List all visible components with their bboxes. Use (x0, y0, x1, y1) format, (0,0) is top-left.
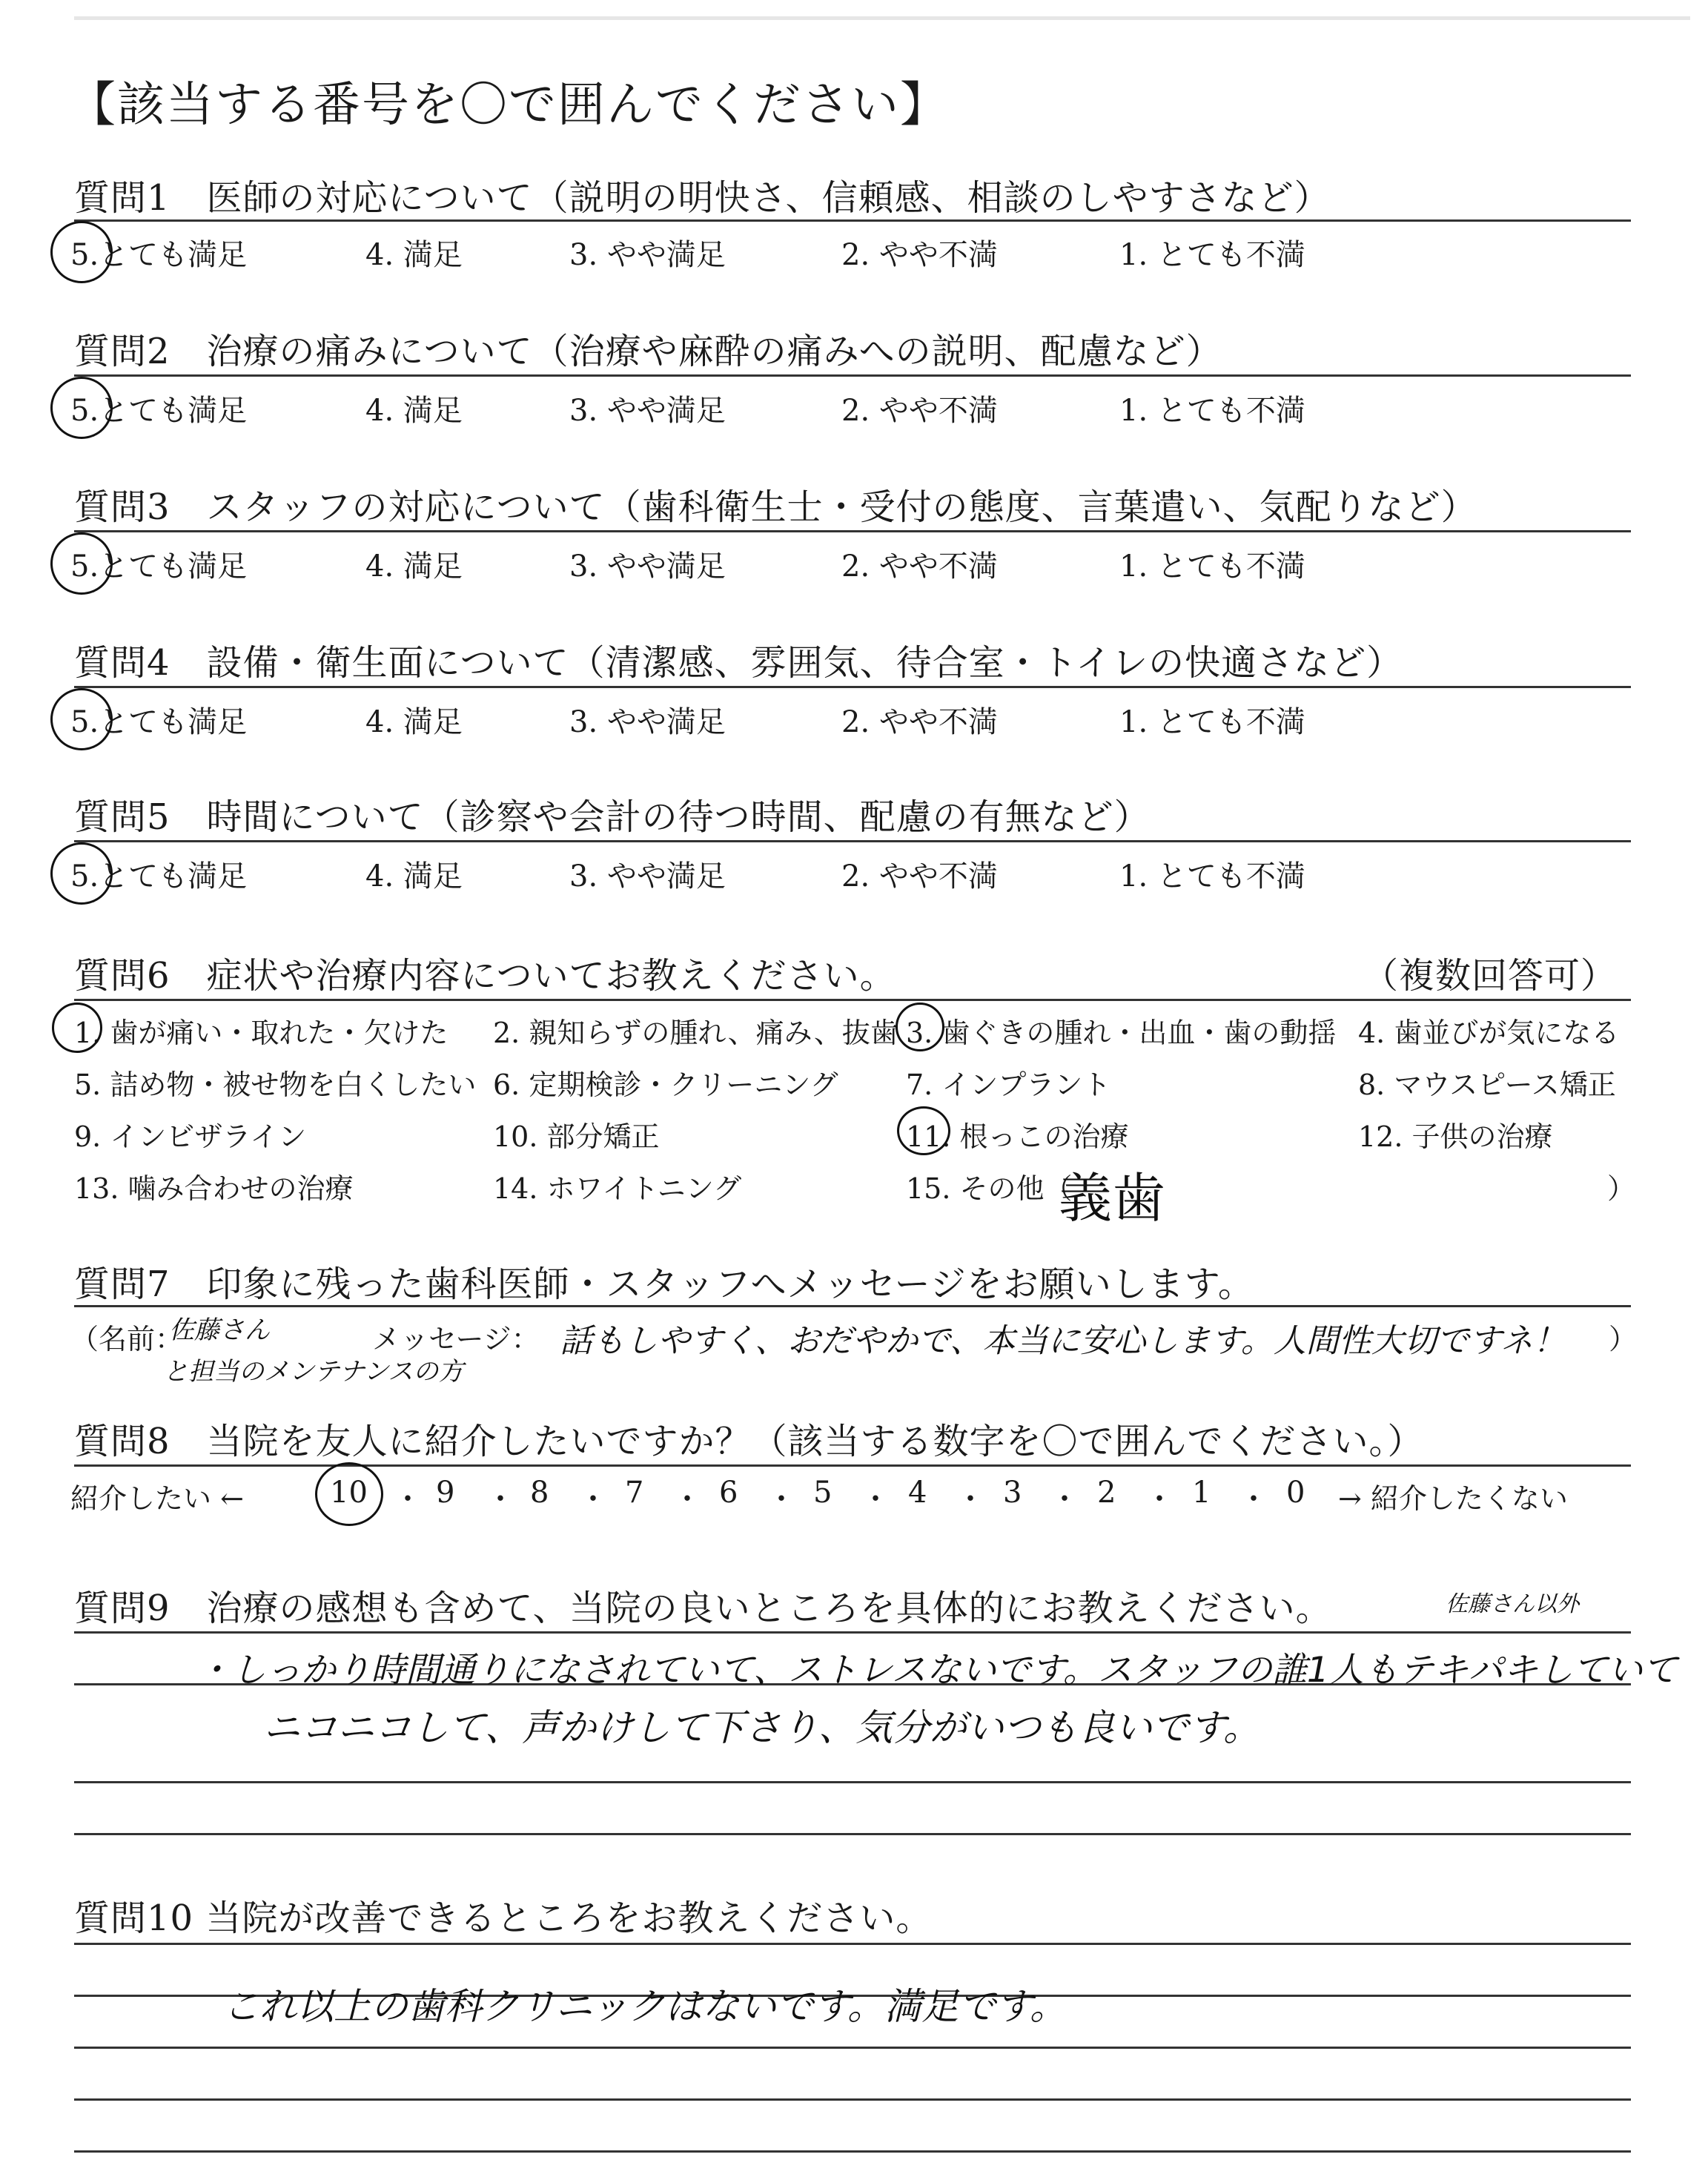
q8-scale-0[interactable]: 0 (1286, 1476, 1305, 1510)
q6-other-handwritten: 義歯 (1059, 1167, 1166, 1229)
q6-item-5[interactable]: 5. 詰め物・被せ物を白くしたい (74, 1069, 477, 1101)
q8-sep: ・ (956, 1482, 985, 1516)
q7-rule (74, 1305, 1631, 1307)
q6-item-4[interactable]: 4. 歯並びが気になる (1358, 1017, 1620, 1049)
q1-title: 質問1 医師の対応について（説明の明快さ、信頼感、相談のしやすさなど） (74, 177, 1331, 219)
q6-item-7[interactable]: 7. インプラント (906, 1069, 1111, 1101)
q2-title: 質問2 治療の痛みについて（治療や麻酔の痛みへの説明、配慮など） (74, 331, 1222, 372)
q8-scale-6[interactable]: 6 (719, 1476, 738, 1510)
q2-rule (74, 374, 1631, 377)
q5-option-5[interactable]: 5.とても満足 (70, 859, 248, 894)
q8-right-label: → 紹介したくない (1338, 1482, 1568, 1515)
q6-item-9[interactable]: 9. インビザライン (74, 1120, 307, 1153)
q8-sep: ・ (1050, 1482, 1079, 1516)
q1-option-5[interactable]: 5.とても満足 (70, 238, 248, 272)
q9-handwritten-insert: 佐藤さん以外 (1446, 1591, 1579, 1617)
q6-item-3-circle (896, 1003, 944, 1051)
q7-message-label: メッセージ： (372, 1323, 540, 1355)
q3-title: 質問3 スタッフの対応について（歯科衛生士・受付の態度、言葉遣い、気配りなど） (74, 486, 1477, 528)
q10-title: 質問10 当院が改善できるところをお教えください。 (74, 1898, 933, 1939)
q8-sep: ・ (672, 1482, 702, 1516)
q3-option-5[interactable]: 5.とても満足 (70, 549, 248, 584)
q1-option-3[interactable]: 3. やや満足 (569, 238, 726, 272)
q9-rule-1 (74, 1631, 1631, 1634)
q8-scale-7[interactable]: 7 (625, 1476, 644, 1510)
q8-scale-9[interactable]: 9 (436, 1476, 455, 1510)
q6-item-10[interactable]: 10. 部分矯正 (493, 1120, 660, 1153)
q1-selection-circle (50, 221, 113, 283)
q4-option-4[interactable]: 4. 満足 (365, 705, 463, 739)
q8-scale-3[interactable]: 3 (1003, 1476, 1022, 1510)
q10-rule-3 (74, 2047, 1631, 2049)
q6-item-14[interactable]: 14. ホワイトニング (493, 1172, 742, 1205)
q8-rule (74, 1464, 1631, 1467)
q10-rule-4 (74, 2098, 1631, 2101)
q8-scale-5[interactable]: 5 (813, 1476, 833, 1510)
q5-option-4[interactable]: 4. 満足 (365, 859, 463, 894)
q7-message-handwritten: 話もしやすく、おだやかで、本当に安心します。人間性大切ですネ！ (560, 1322, 1566, 1360)
q9-title: 質問9 治療の感想も含めて、当院の良いところを具体的にお教えください。 (74, 1588, 1332, 1629)
q4-rule (74, 686, 1631, 688)
q1-option-1[interactable]: 1. とても不満 (1119, 238, 1305, 272)
q6-other-close: ） (1607, 1172, 1636, 1205)
q4-title: 質問4 設備・衛生面について（清潔感、雰囲気、待合室・トイレの快適さなど） (74, 642, 1403, 684)
q8-sep: ・ (767, 1482, 796, 1516)
q2-option-1[interactable]: 1. とても不満 (1119, 394, 1305, 428)
q8-scale-10[interactable]: 10 (330, 1476, 368, 1510)
q6-item-6[interactable]: 6. 定期検診・クリーニング (493, 1069, 838, 1101)
q8-sep: ・ (578, 1482, 608, 1516)
q5-rule (74, 840, 1631, 842)
q2-option-3[interactable]: 3. やや満足 (569, 394, 726, 428)
q3-option-3[interactable]: 3. やや満足 (569, 549, 726, 584)
q6-item-15[interactable]: 15. その他（ (906, 1172, 1073, 1205)
q8-scale-separators: ・ (393, 1482, 423, 1516)
q7-name-label: （名前： (70, 1323, 184, 1355)
q7-close: ） (1609, 1323, 1638, 1355)
q9-rule-4 (74, 1833, 1631, 1835)
q5-option-3[interactable]: 3. やや満足 (569, 859, 726, 894)
q4-option-1[interactable]: 1. とても不満 (1119, 705, 1305, 739)
q8-sep: ・ (1145, 1482, 1174, 1516)
q6-title: 質問6 症状や治療内容についてお教えください。 (74, 955, 896, 997)
q5-option-2[interactable]: 2. やや不満 (841, 859, 998, 894)
q6-item-1[interactable]: 1. 歯が痛い・取れた・欠けた (74, 1017, 448, 1049)
q4-selection-circle (50, 688, 113, 750)
q8-scale-1[interactable]: 1 (1192, 1476, 1211, 1510)
q10-handwritten: これ以上の歯科クリニックはないです。満足です。 (222, 1985, 1067, 2028)
q8-title: 質問8 当院を友人に紹介したいですか？（該当する数字を〇で囲んでください。） (74, 1421, 1424, 1462)
q4-option-5[interactable]: 5.とても満足 (70, 705, 248, 739)
q4-option-2[interactable]: 2. やや不満 (841, 705, 998, 739)
q7-name-handwritten: 佐藤さん (169, 1315, 270, 1345)
top-border (74, 16, 1690, 20)
q8-sep: ・ (1239, 1482, 1268, 1516)
q3-selection-circle (50, 532, 113, 595)
q3-option-1[interactable]: 1. とても不満 (1119, 549, 1305, 584)
q8-left-label: 紹介したい ← (70, 1482, 244, 1515)
q6-item-12[interactable]: 12. 子供の治療 (1358, 1120, 1553, 1153)
q6-item-11-circle (897, 1106, 950, 1155)
q7-name-handwritten-2: と担当のメンテナンスの方 (163, 1357, 464, 1387)
q8-scale-2[interactable]: 2 (1097, 1476, 1116, 1510)
q1-option-4[interactable]: 4. 満足 (365, 238, 463, 272)
q3-rule (74, 530, 1631, 532)
q6-item-1-circle (52, 1003, 102, 1053)
q6-item-11[interactable]: 11. 根っこの治療 (906, 1120, 1129, 1153)
q1-option-2[interactable]: 2. やや不満 (841, 238, 998, 272)
q4-option-3[interactable]: 3. やや満足 (569, 705, 726, 739)
q10-rule-5 (74, 2150, 1631, 2153)
q8-scale-8[interactable]: 8 (530, 1476, 549, 1510)
q6-item-13[interactable]: 13. 噛み合わせの治療 (74, 1172, 354, 1205)
q3-option-4[interactable]: 4. 満足 (365, 549, 463, 584)
q7-title: 質問7 印象に残った歯科医師・スタッフへメッセージをお願いします。 (74, 1264, 1254, 1305)
q2-option-5[interactable]: 5.とても満足 (70, 394, 248, 428)
q5-title: 質問5 時間について（診察や会計の待つ時間、配慮の有無など） (74, 796, 1151, 838)
q9-handwritten-line2: ニコニコして、声かけして下さり、気分がいつも良いです。 (263, 1706, 1260, 1749)
q9-handwritten-line1: ・しっかり時間通りになされていて、ストレスないです。スタッフの誰1人もテキパキしていて (196, 1650, 1678, 1691)
q6-item-8[interactable]: 8. マウスピース矯正 (1358, 1069, 1616, 1101)
q6-multi-answer-note: （複数回答可） (1363, 955, 1618, 997)
q2-option-4[interactable]: 4. 満足 (365, 394, 463, 428)
q5-option-1[interactable]: 1. とても不満 (1119, 859, 1305, 894)
q6-rule (74, 999, 1631, 1001)
q3-option-2[interactable]: 2. やや不満 (841, 549, 998, 584)
q1-rule (74, 219, 1631, 222)
instructions-header: 【該当する番号を〇で囲んでください】 (68, 78, 949, 133)
q8-sep: ・ (486, 1482, 515, 1516)
q6-item-2[interactable]: 2. 親知らずの腫れ、痛み、抜歯 (493, 1017, 898, 1049)
q2-option-2[interactable]: 2. やや不満 (841, 394, 998, 428)
q2-selection-circle (50, 377, 113, 439)
q8-sep: ・ (861, 1482, 890, 1516)
q9-rule-3 (74, 1781, 1631, 1783)
q10-rule-1 (74, 1943, 1631, 1945)
q8-selection-circle (315, 1462, 383, 1526)
q5-selection-circle (50, 842, 113, 905)
q8-scale-4[interactable]: 4 (908, 1476, 927, 1510)
q6-item-3[interactable]: 3. 歯ぐきの腫れ・出血・歯の動揺 (906, 1017, 1337, 1049)
